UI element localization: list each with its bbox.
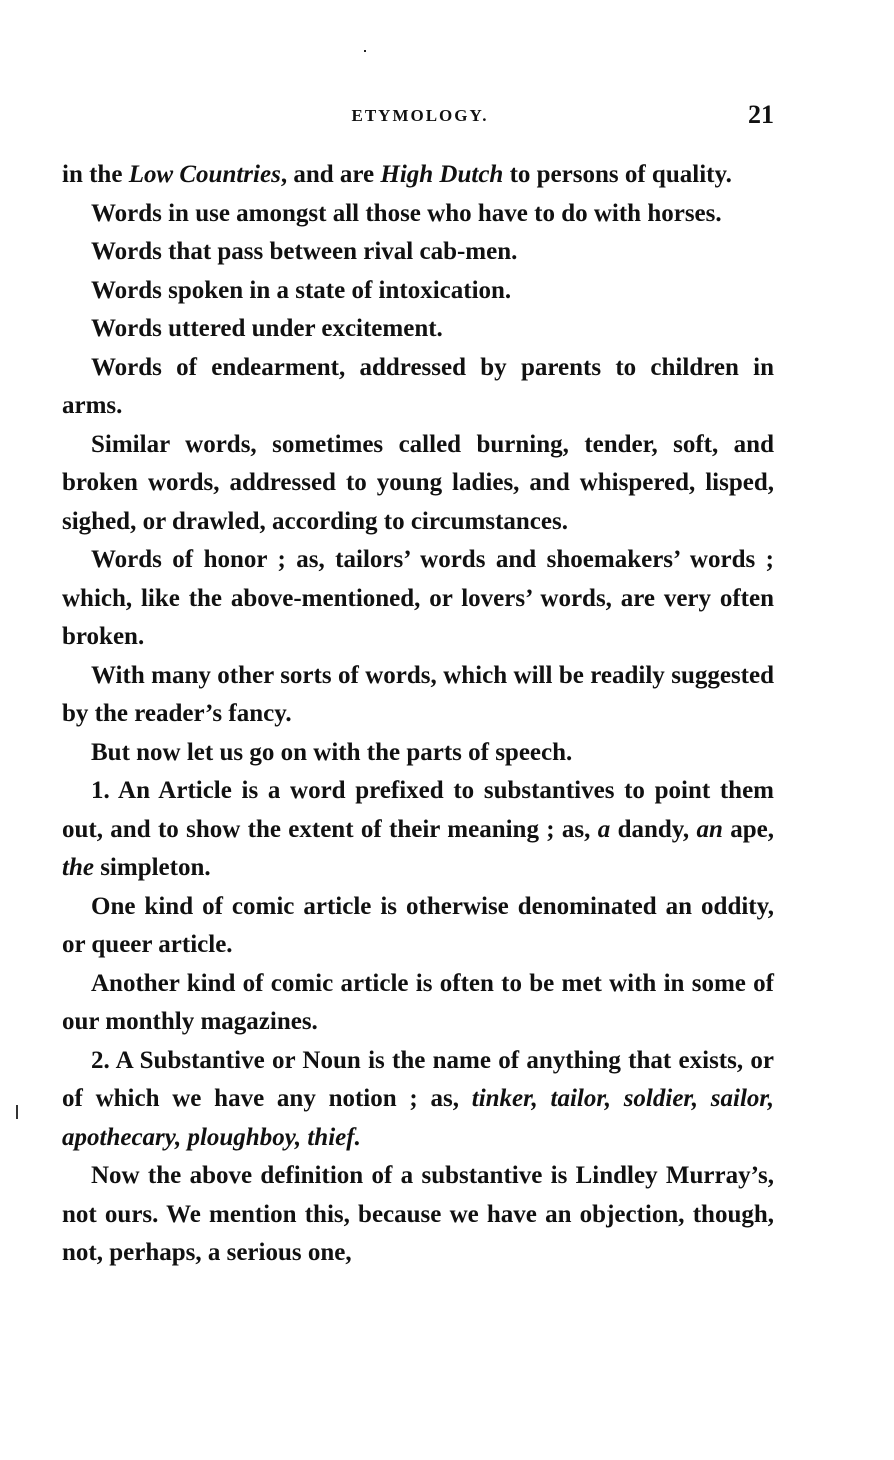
paragraph	[62, 772, 774, 888]
text-run: Words in use amongst all those who have to do with horses.	[91, 199, 722, 227]
text-run: simpleton.	[93, 854, 211, 881]
paragraph	[62, 426, 774, 542]
paragraph	[62, 965, 774, 1042]
paragraph	[62, 310, 774, 349]
italic-text: the	[62, 854, 94, 881]
paragraph	[62, 195, 774, 234]
paragraph	[62, 349, 774, 426]
text-run: , and are	[280, 161, 381, 188]
print-speck	[364, 50, 366, 52]
running-head: ETYMOLOGY.	[351, 106, 489, 125]
paragraph	[62, 1042, 774, 1158]
text-run: Words of endearment, addressed by parents to children in arms.	[62, 353, 774, 419]
text-run: to persons of quality.	[503, 161, 732, 188]
page-header	[62, 100, 778, 136]
italic-text: an	[696, 815, 723, 843]
text-run: Words uttered under excitement.	[91, 315, 443, 342]
page-number: 21	[748, 100, 774, 129]
text-run: in the	[62, 161, 129, 188]
text-run: ape,	[722, 815, 774, 843]
text-run: But now let us go on with the parts of speech.	[91, 738, 573, 766]
text-run: 1. An Article is a word prefixed to substantives to point them out, and to show the extent of their meaning ; as,	[62, 777, 774, 843]
text-run: Words of honor ; as, tailors’ words and shoemakers’ words ; which, like the above-mentioned, or lovers’ words, are very often broken.	[62, 546, 774, 650]
text-run: With many other sorts of words, which will be readily suggested by the reader’s fancy.	[62, 661, 774, 727]
text-run: 2. A Substantive or Noun is the name of anything that exists, or of which we have any notion ; as,	[62, 1046, 774, 1112]
paragraph	[62, 272, 774, 311]
text-run: Now the above definition of a substantive is Lindley Murray’s, not ours. We mention this, because we have an objection, though, not, perhaps, a serious one,	[62, 1162, 774, 1266]
paragraph	[62, 888, 774, 965]
italic-text: High Dutch	[380, 161, 504, 188]
body-text	[62, 156, 774, 1273]
paragraph	[62, 156, 774, 195]
text-run: dandy,	[610, 815, 697, 843]
paragraph	[62, 1157, 774, 1273]
text-run: One kind of comic article is otherwise denominated an oddity, or queer article.	[62, 892, 774, 958]
paragraph	[62, 734, 774, 773]
text-run: Words spoken in a state of intoxication.	[91, 276, 512, 304]
paragraph	[62, 233, 774, 272]
paragraph	[62, 657, 774, 734]
paragraph	[62, 541, 774, 657]
text-run: Similar words, sometimes called burning, tender, soft, and broken words, addressed to young ladies, and whispered, lisped, sighed, or drawled, according to circumstances.	[62, 430, 774, 535]
text-run: Words that pass between rival cab-men.	[91, 238, 518, 265]
italic-text: Low Countries	[128, 161, 281, 188]
italic-text: tinker, tailor, soldier, sailor, apothecary, ploughboy, thief.	[62, 1085, 774, 1151]
italic-text: a	[597, 815, 611, 843]
margin-mark	[16, 1105, 18, 1119]
text-run: Another kind of comic article is often to be met with in some of our monthly magazines.	[62, 969, 774, 1035]
